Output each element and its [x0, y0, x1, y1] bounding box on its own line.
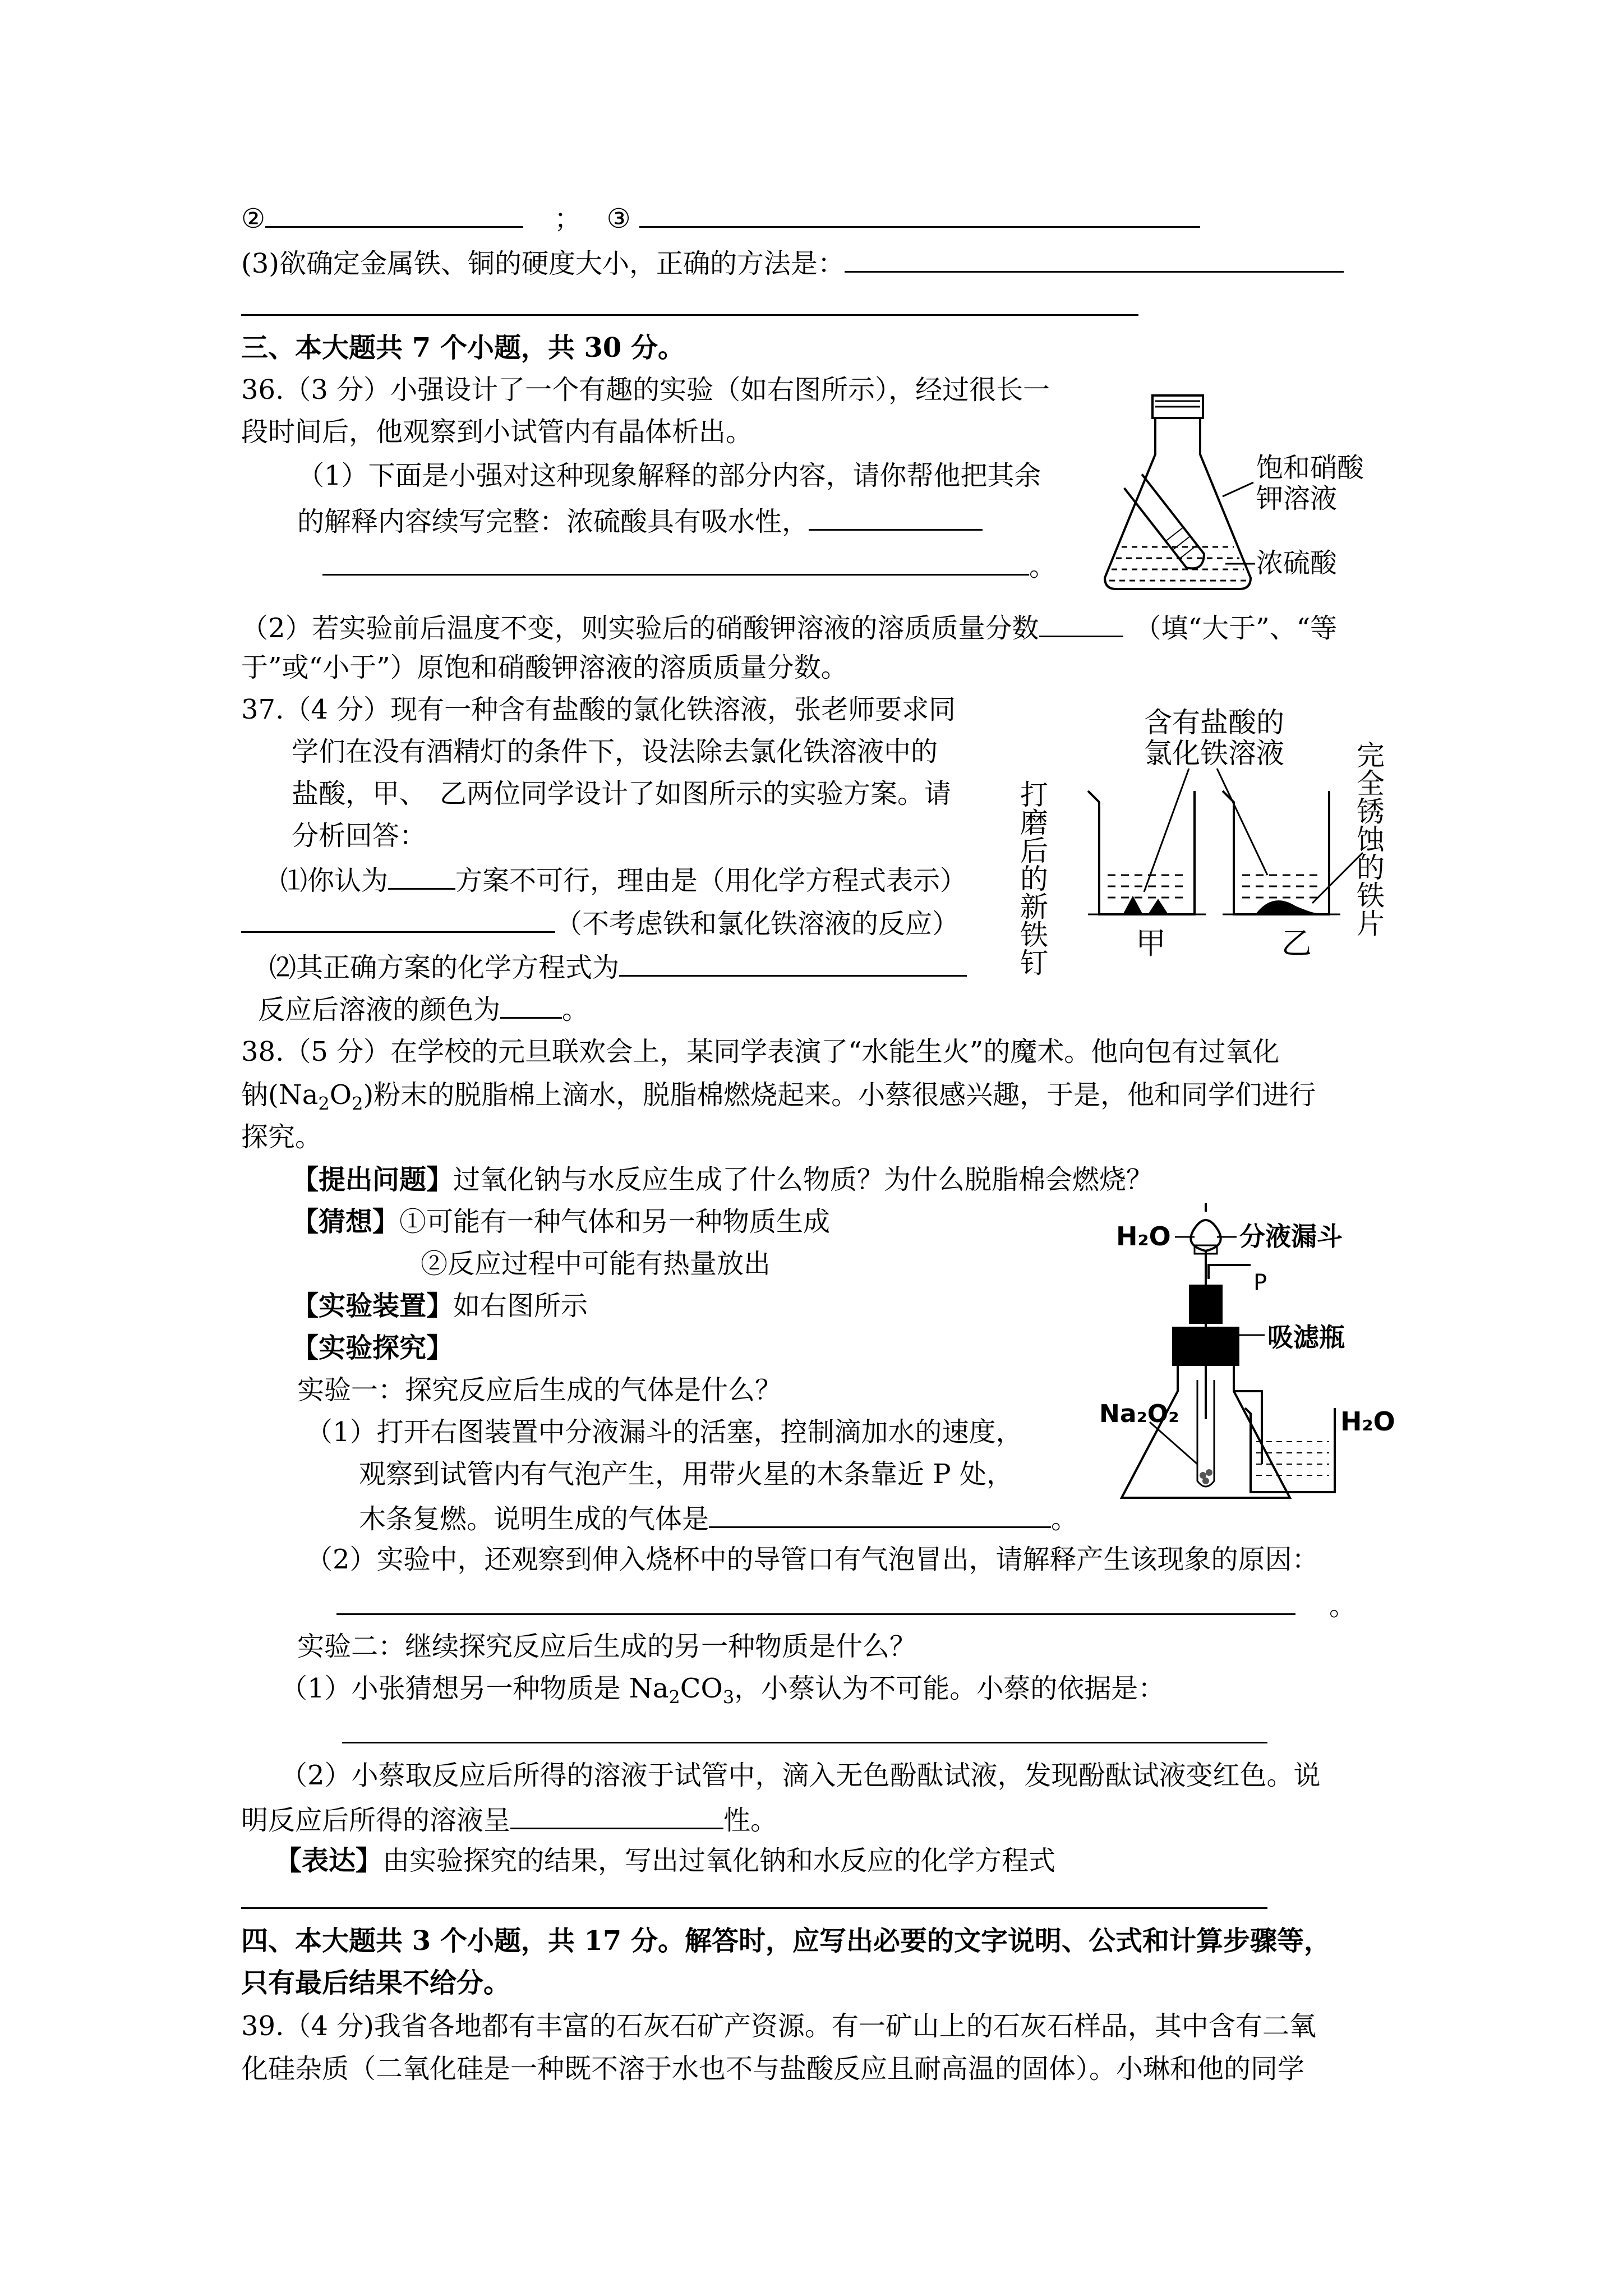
- subscript: 2: [352, 1093, 363, 1115]
- period: 。: [1329, 1590, 1357, 1622]
- q37-line2: 学们在没有酒精灯的条件下，设法除去氯化铁溶液中的: [292, 736, 938, 767]
- answer-blank[interactable]: [709, 1499, 1051, 1528]
- period: 。: [562, 994, 589, 1025]
- answer-blank[interactable]: [510, 1801, 723, 1829]
- device-tag: 【实验装置】: [292, 1290, 454, 1322]
- fig-jia-label: 甲: [1136, 926, 1166, 961]
- stopper-inner: [1189, 1285, 1223, 1324]
- fig-top-label2: 氯化铁溶液: [1144, 737, 1284, 770]
- q37-p1-line1: [280, 861, 967, 898]
- q36-p2-text: （2）若实验前后温度不变，则实验后的硝酸钾溶液的溶质质量分数: [241, 613, 1039, 644]
- q36-p1-line2: [297, 502, 983, 539]
- exp2-2-text2: 性。: [723, 1805, 778, 1836]
- fig-label-saturated: 饱和硝酸: [1256, 452, 1364, 484]
- q38-line2-part3: )粉末的脱脂棉上滴水，脱脂棉燃烧起来。小蔡很感兴趣，于是，他和同学们进行: [363, 1079, 1316, 1111]
- q36-p2-line2: 于”或“小于”）原饱和硝酸钾溶液的溶质质量分数。: [241, 652, 848, 683]
- q36-line2: 段时间后，他观察到小试管内有晶体析出。: [241, 416, 753, 448]
- q37-p1-text3: （不考虑铁和氯化铁溶液的反应）: [555, 908, 960, 940]
- exp2-2-text: 明反应后所得的溶液呈: [241, 1805, 511, 1836]
- q36-p1-line1: （1）下面是小强对这种现象解释的部分内容，请你帮他把其余: [297, 460, 1041, 491]
- q37-line1: 37.（4 分）现有一种含有盐酸的氯化铁溶液，张老师要求同: [241, 694, 956, 725]
- fig-p-label: P: [1253, 1270, 1267, 1296]
- q38-exp2: 实验二：继续探究反应后生成的另一种物质是什么？: [297, 1631, 917, 1662]
- fig-na2o2-label: Na₂O₂: [1099, 1400, 1179, 1428]
- q37-p1-text: ⑴你认为: [280, 865, 389, 896]
- subscript: 2: [668, 1686, 680, 1708]
- svg-text:完全锈蚀的铁片: 完全锈蚀的铁片: [1352, 740, 1385, 937]
- answer-blank[interactable]: [336, 1586, 1295, 1615]
- subscript: 2: [318, 1093, 330, 1115]
- q38-exp1-1b: 观察到试管内有气泡产生，用带火星的木条靠近 P 处，: [359, 1458, 1013, 1490]
- express-text: 由实验探究的结果，写出过氧化钠和水反应的化学方程式: [382, 1845, 1056, 1876]
- q38-exp1-2-answer: [336, 1586, 1356, 1623]
- fig-top-label1: 含有盐酸的: [1144, 706, 1284, 739]
- guess-1: ①可能有一种气体和另一种物质生成: [399, 1206, 831, 1237]
- q36-p1-line3: [322, 547, 1056, 583]
- item-2-marker: ②: [241, 203, 266, 234]
- exp1-text: 木条复燃。说明生成的气体是: [359, 1503, 709, 1535]
- q39-line1: 39.（4 分)我省各地都有丰富的石灰石矿产资源。有一矿山上的石灰石样品，其中含有二氧: [241, 2010, 1316, 2042]
- q38-guess2: ②反应过程中可能有热量放出: [421, 1248, 771, 1280]
- question-3-line: [241, 244, 1344, 280]
- iron-nails: [1124, 898, 1166, 913]
- q38-exp1-1a: （1）打开右图装置中分液漏斗的活塞，控制滴加水的速度，: [306, 1416, 1023, 1448]
- guess-tag: 【猜想】: [292, 1206, 400, 1237]
- answer-blank[interactable]: [241, 904, 555, 933]
- exp2-1-part1: （1）小张猜想另一种物质是 Na: [280, 1673, 669, 1704]
- q37-p2-text: ⑵其正确方案的化学方程式为: [269, 952, 620, 983]
- answer-line[interactable]: [241, 1907, 1267, 1909]
- q37-p2-text2: 反应后溶液的颜色为: [258, 994, 501, 1025]
- svg-text:打磨后的新铁钉: 打磨后的新铁钉: [1016, 780, 1048, 976]
- answer-blank[interactable]: [845, 244, 1344, 273]
- q38-line3: 探究。: [241, 1121, 322, 1153]
- subscript: 3: [722, 1686, 735, 1708]
- beaker-jia: [1088, 791, 1195, 914]
- exp2-1-part3: ，小蔡认为不可能。小蔡的依据是：: [734, 1673, 1165, 1704]
- ask-tag: 【提出问题】: [292, 1164, 454, 1195]
- q38-exp1: 实验一：探究反应后生成的气体是什么？: [297, 1374, 782, 1406]
- answer-blank[interactable]: [809, 502, 983, 531]
- stopper-outer: [1172, 1327, 1239, 1366]
- q37-p2-line1: [269, 948, 967, 984]
- rusted-iron: [1256, 900, 1318, 913]
- fig-right-label: [1352, 740, 1385, 937]
- exp2-1-part2: CO: [680, 1673, 723, 1704]
- q37-p2-line2: [258, 990, 589, 1027]
- device-text: 如右图所示: [453, 1290, 588, 1322]
- answer-blank[interactable]: [619, 948, 967, 977]
- q36-p2-text2: （填“大于”、“等: [1134, 613, 1338, 644]
- fig-label-solution: 钾溶液: [1256, 483, 1338, 514]
- q37-p1-text2: 方案不可行，理由是（用化学方程式表示）: [455, 865, 967, 896]
- answer-blank[interactable]: [639, 199, 1200, 228]
- answer-blank[interactable]: [500, 990, 562, 1019]
- blank-line-2: [241, 199, 1200, 236]
- q37-line4: 分析回答：: [292, 820, 427, 852]
- q37-beakers-figure: [1016, 706, 1413, 993]
- q38-exp2-2a: （2）小蔡取反应后所得的溶液于试管中，滴入无色酚酞试液，发现酚酞试液变红色。说: [280, 1760, 1321, 1791]
- item-3-marker: ③: [606, 203, 631, 234]
- q38-exp1-1c: [359, 1499, 1078, 1536]
- beaker-yi: [1223, 791, 1329, 914]
- q38-ask: [292, 1163, 1153, 1197]
- fig-flask-label: 吸滤瓶: [1267, 1322, 1345, 1352]
- beaker: [1245, 1408, 1335, 1492]
- express-tag: 【表达】: [275, 1845, 383, 1876]
- q36-line1: 36.（3 分）小强设计了一个有趣的实验（如右图所示），经过很长一: [241, 374, 1050, 406]
- q38-line2-part2: O: [329, 1079, 352, 1111]
- q38-guess: [292, 1205, 830, 1239]
- q38-device: [292, 1289, 588, 1323]
- section-3-heading: 三、本大题共 7 个小题，共 30 分。: [241, 332, 685, 364]
- q38-line2-part1: 钠(Na: [241, 1079, 319, 1111]
- q38-exp2-2b: [241, 1801, 777, 1837]
- fig-h2o-beaker-label: H₂O: [1340, 1406, 1395, 1437]
- fig-label-acid: 浓硫酸: [1256, 547, 1338, 579]
- fig-h2o-label: H₂O: [1116, 1221, 1171, 1251]
- q38-express: [275, 1844, 1055, 1878]
- ask-text: 过氧化钠与水反应生成了什么物质？为什么脱脂棉会燃烧？: [453, 1164, 1154, 1195]
- answer-blank[interactable]: [388, 861, 455, 890]
- answer-line[interactable]: [342, 1742, 1267, 1743]
- separator: ；: [554, 203, 582, 234]
- q36-flask-figure: [1099, 393, 1413, 617]
- section-4-heading-line1: 四、本大题共 3 个小题，共 17 分。解答时，应写出必要的文字说明、公式和计算步骤等，: [241, 1925, 1331, 1957]
- q38-apparatus-figure: [1099, 1200, 1447, 1515]
- q36-p1-text: 的解释内容续写完整：浓硫酸具有吸水性，: [297, 506, 809, 537]
- q37-line3: 盐酸，甲、 乙两位同学设计了如图所示的实验方案。请: [292, 778, 952, 809]
- answer-line[interactable]: [241, 314, 1138, 316]
- q38-exp2-1: [280, 1672, 1165, 1708]
- q38-explore-tag: 【实验探究】: [292, 1332, 454, 1364]
- question-3-text: (3)欲确定金属铁、铜的硬度大小，正确的方法是：: [241, 248, 845, 279]
- fig-left-label: [1016, 780, 1048, 976]
- q39-line2: 化硅杂质（二氧化硅是一种既不溶于水也不与盐酸反应且耐高温的固体）。小琳和他的同学: [241, 2053, 1305, 2085]
- section-4-heading-line2: 只有最后结果不给分。: [241, 1967, 511, 1999]
- period: 。: [1051, 1503, 1078, 1535]
- answer-blank[interactable]: [322, 547, 1029, 576]
- period: 。: [1029, 551, 1057, 582]
- q38-line1: 38.（5 分）在学校的元旦联欢会上，某同学表演了“水能生火”的魔术。他向包有过氧化: [241, 1036, 1280, 1068]
- q38-line2: [241, 1078, 1316, 1115]
- answer-blank[interactable]: [265, 199, 523, 228]
- q38-exp1-2: （2）实验中，还观察到伸入烧杯中的导管口有气泡冒出，请解释产生该现象的原因：: [306, 1544, 1319, 1575]
- q37-p1-line2: [241, 904, 959, 941]
- fig-funnel-label: 分液漏斗: [1239, 1221, 1343, 1251]
- fig-yi-label: 乙: [1281, 926, 1312, 961]
